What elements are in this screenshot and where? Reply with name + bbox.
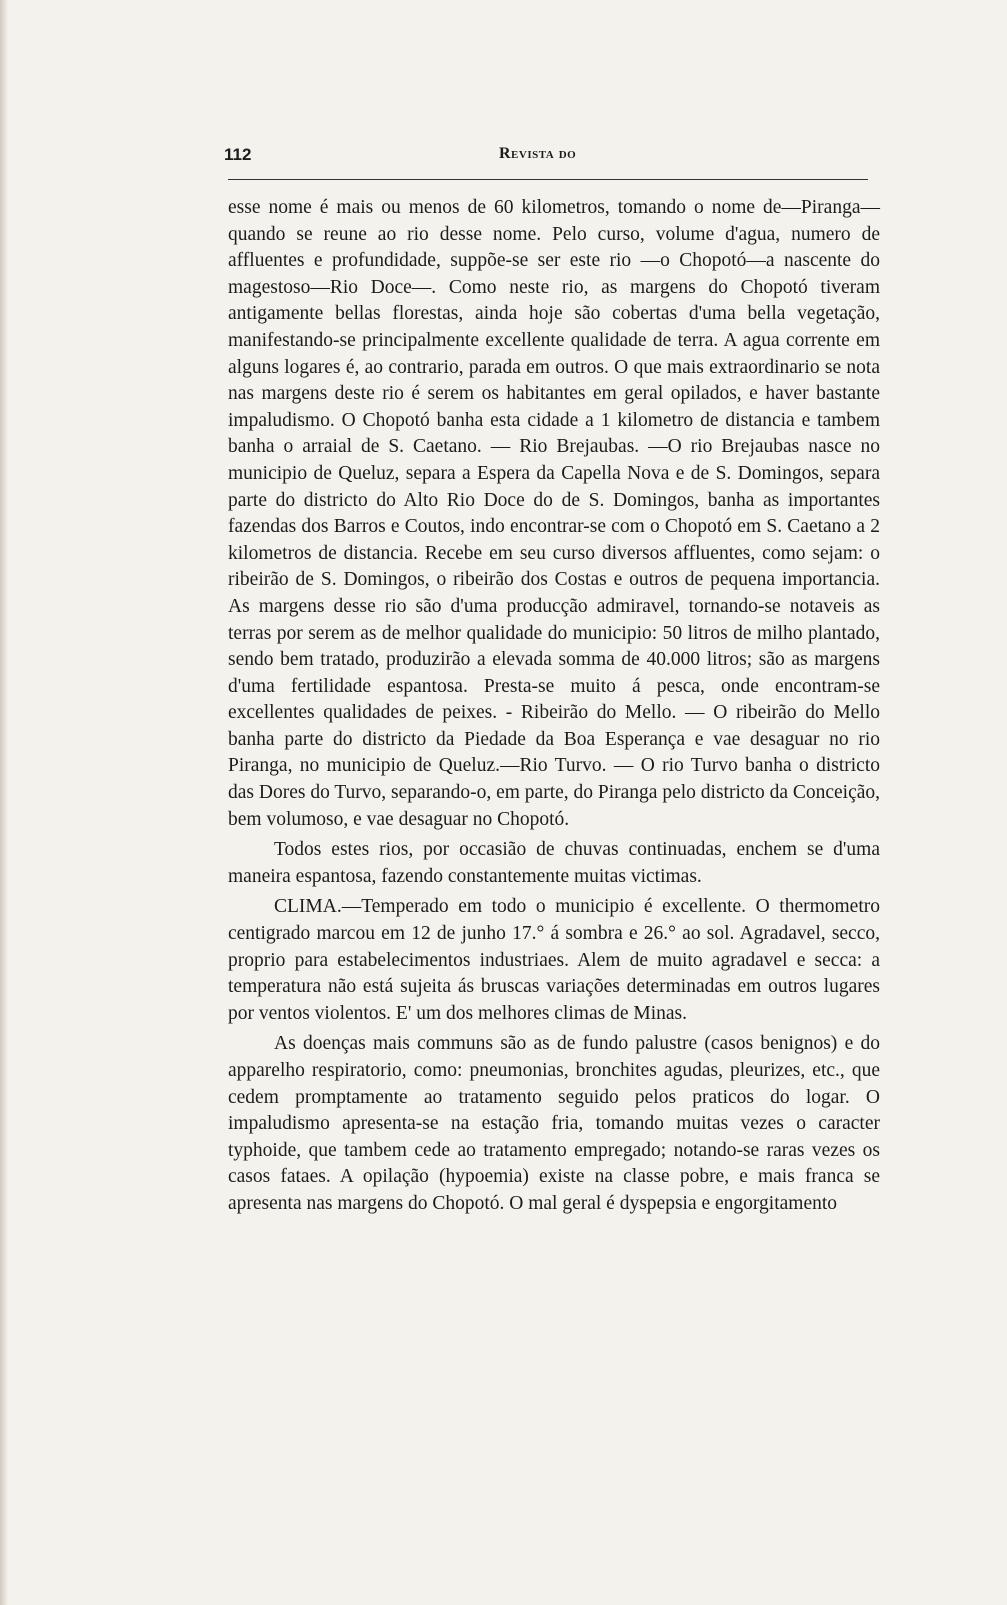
- page-edge-shadow: [0, 0, 8, 1605]
- page-number: 112: [224, 145, 252, 164]
- paragraph-floods: Todos estes rios, por occasião de chuvas continuadas, enchem se d'uma maneira espantosa, fazendo constantemente muitas victimas.: [228, 839, 880, 887]
- running-title: Revista do: [499, 145, 577, 162]
- paragraph-doencas: As doenças mais communs são as de fundo palustre (casos benignos) e do apparelho respiratorio, como: pneumonias, bronchites agudas, pleurizes, etc., que cedem promptamente ao tratamento seguido pelos praticos do logar. O impaludismo apresenta-se na estação fria, tomando muitas vezes o caracter typhoide, que tambem cede ao tratamento empregado; notando-se raras vezes os casos fataes. A opilação (hypoemia) existe na classe pobre, e mais franca se apresenta nas margens do Chopotó. O mal geral é dyspepsia e engorgitamento: [228, 1033, 880, 1214]
- paragraph-rivers: esse nome é mais ou menos de 60 kilometros, tomando o nome de—Piranga—quando se reune ao rio desse nome. Pelo curso, volume d'agua, numero de affluentes e profundidade, suppõe-se ser este rio —o Chopotó—a nascente do magestoso—Rio Doce—. Como neste rio, as margens do Chopotó tiveram antigamente bellas florestas, ainda hoje são cobertas d'uma bella vegetação, manifestando-se principalmente excellente qualidade de terra. A agua corrente em alguns logares é, ao contrario, parada em outros. O que mais extraordinario se nota nas margens deste rio é serem os habitantes em geral opilados, e haver bastante impaludismo. O Chopotó banha esta cidade a 1 kilometro de distancia e tambem banha o arraial de S. Caetano. — Rio Brejaubas. —O rio Brejaubas nasce no municipio de Queluz, separa a Espera da Capella Nova e de S. Domingos, separa parte do districto do Alto Rio Doce do de S. Domingos, banha as importantes fazendas dos Barros e Coutos, indo encontrar-se com o Chopotó em S. Caetano a 2 kilometros de distancia. Recebe em seu curso diversos affluentes, como sejam: o ribeirão de S. Domingos, o ribeirão dos Costas e outros de pequena importancia. As margens desse rio são d'uma producção admiravel, tornando-se notaveis as terras por serem as de melhor qualidade do municipio: 50 litros de milho plantado, sendo bem tratado, produzirão a elevada somma de 40.000 litros; são as margens d'uma fertilidade espantosa. Presta-se muito á pesca, onde encontram-se excellentes qualidades de peixes. - Ribeirão do Mello. — O ribeirão do Mello banha parte do districto da Piedade da Boa Esperança e vae desaguar no rio Piranga, no municipio de Queluz.—Rio Turvo. — O rio Turvo banha o districto das Dores do Turvo, separando-o, em parte, do Piranga pelo districto da Conceição, bem volumoso, e vae desaguar no Chopotó.: [228, 197, 881, 830]
- header-rule: [228, 179, 868, 180]
- paragraph-clima: CLIMA.—Temperado em todo o municipio é excellente. O thermometro centigrado marcou em 12 de junho 17.° á sombra e 26.° ao sol. Agradavel, secco, proprio para estabelecimentos industriaes. Alem de muito agradavel e secca: a temperatura não está sujeita ás bruscas variações determinadas em outros lugares por ventos violentos. E' um dos melhores climas de Minas.: [228, 896, 880, 1024]
- page-header: [224, 143, 874, 173]
- body-text: [228, 195, 880, 1218]
